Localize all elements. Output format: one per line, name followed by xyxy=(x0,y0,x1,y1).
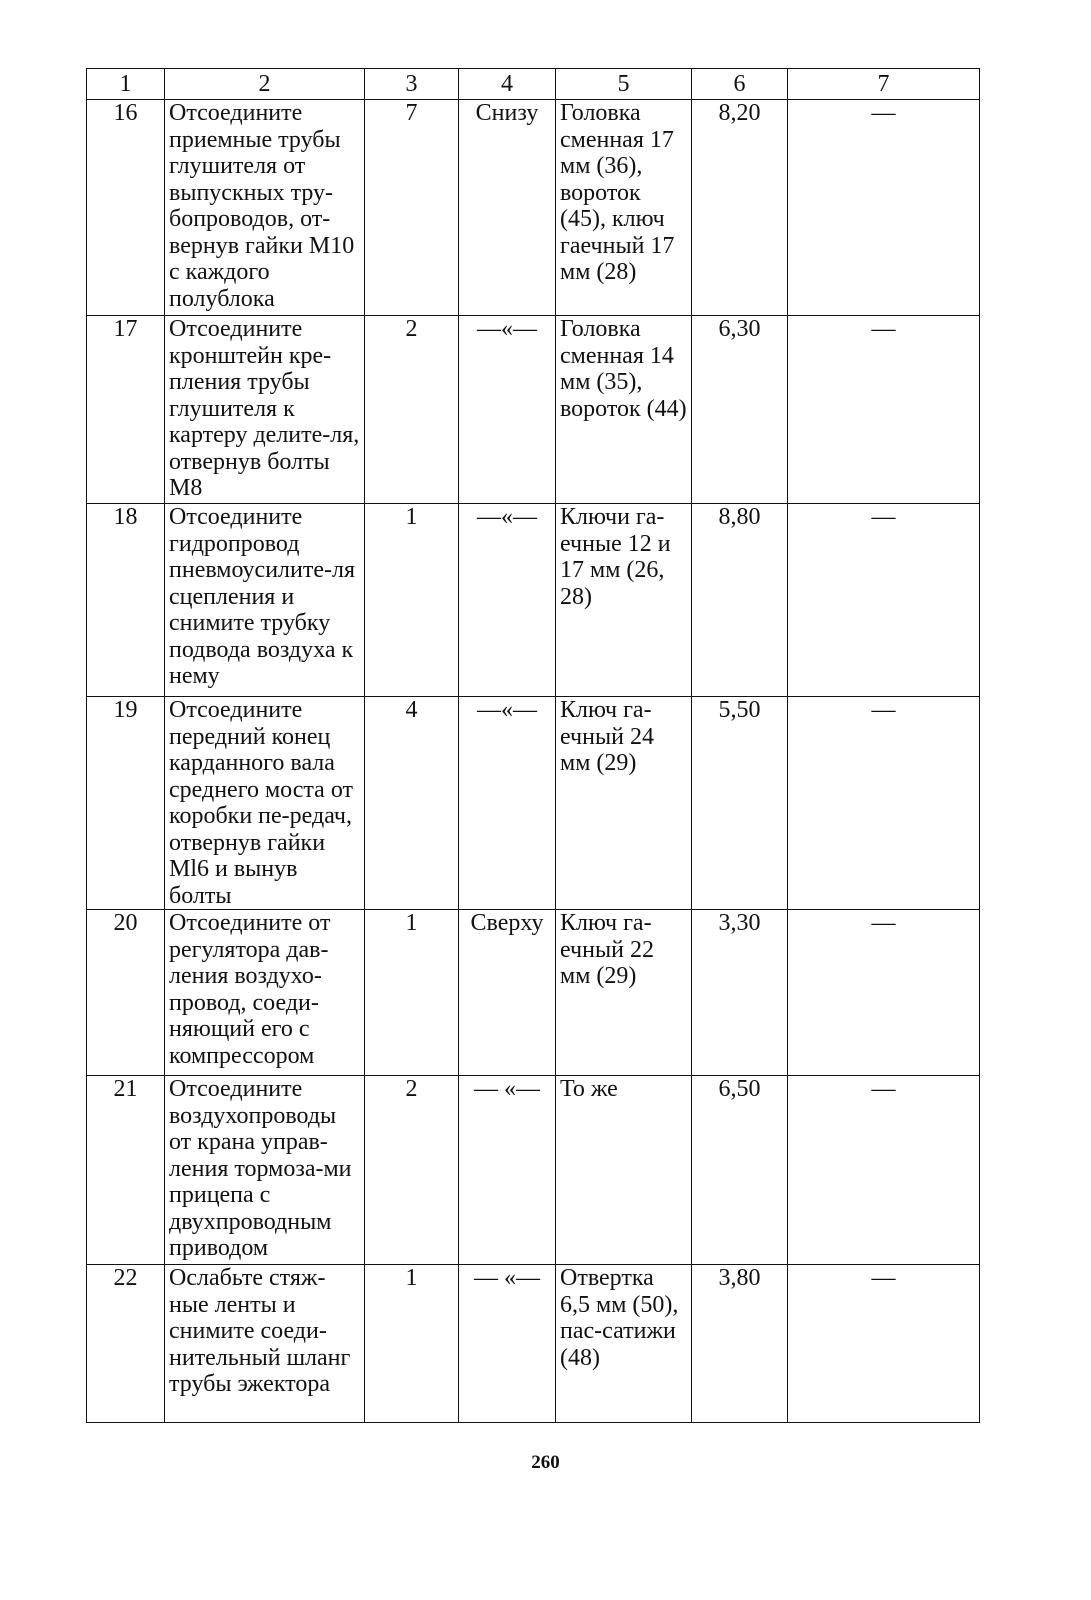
time-cell: 3,80 xyxy=(692,1265,788,1423)
tools-cell: Головка сменная 14 мм (35), вороток (44) xyxy=(556,316,692,504)
access-cell: Сверху xyxy=(459,910,556,1076)
access-cell: — «— xyxy=(459,1265,556,1423)
access-cell: Снизу xyxy=(459,100,556,316)
note-cell: — xyxy=(788,1076,980,1265)
tools-cell: Отвертка 6,5 мм (50), пас-сатижи (48) xyxy=(556,1265,692,1423)
operation-text: Отсоедините от регулятора дав-ления воздухо-провод, соеди-няющий его с компрессором xyxy=(165,910,365,1076)
tools-cell: То же xyxy=(556,1076,692,1265)
note-cell: — xyxy=(788,910,980,1076)
tools-cell: Ключ га-ечный 24 мм (29) xyxy=(556,697,692,910)
tools-cell: Головка сменная 17 мм (36), вороток (45), ключ гаечный 17 мм (28) xyxy=(556,100,692,316)
table-row xyxy=(87,100,980,316)
header-cell-2: 2 xyxy=(165,69,365,100)
time-cell: 5,50 xyxy=(692,697,788,910)
header-cell-7: 7 xyxy=(788,69,980,100)
note-cell: — xyxy=(788,504,980,697)
count-cell: 4 xyxy=(365,697,459,910)
access-cell: —«— xyxy=(459,504,556,697)
time-cell: 8,80 xyxy=(692,504,788,697)
count-cell: 7 xyxy=(365,100,459,316)
row-number: 20 xyxy=(87,910,165,1076)
row-number: 22 xyxy=(87,1265,165,1423)
table-header xyxy=(87,69,980,100)
header-cell-5: 5 xyxy=(556,69,692,100)
count-cell: 1 xyxy=(365,504,459,697)
time-cell: 3,30 xyxy=(692,910,788,1076)
page-number: 260 xyxy=(531,1452,560,1473)
row-number: 21 xyxy=(87,1076,165,1265)
operation-text: Ослабьте стяж-ные ленты и снимите соеди-нительный шланг трубы эжектора xyxy=(165,1265,365,1423)
count-cell: 1 xyxy=(365,1265,459,1423)
operation-text: Отсоедините воздухопроводы от крана управ-ления тормоза-ми прицепа с двухпроводным приводом xyxy=(165,1076,365,1265)
note-cell: — xyxy=(788,1265,980,1423)
operation-text: Отсоедините гидропровод пневмоусилите-ля сцепления и снимите трубку подвода воздуха к нему xyxy=(165,504,365,697)
tools-cell: Ключи га-ечные 12 и 17 мм (26, 28) xyxy=(556,504,692,697)
header-cell-4: 4 xyxy=(459,69,556,100)
access-cell: — «— xyxy=(459,1076,556,1265)
header-row xyxy=(87,69,980,100)
count-cell: 1 xyxy=(365,910,459,1076)
operations-table xyxy=(86,68,980,1423)
access-cell: —«— xyxy=(459,316,556,504)
header-cell-6: 6 xyxy=(692,69,788,100)
note-cell: — xyxy=(788,697,980,910)
row-number: 19 xyxy=(87,697,165,910)
tools-cell: Ключ га-ечный 22 мм (29) xyxy=(556,910,692,1076)
time-cell: 6,50 xyxy=(692,1076,788,1265)
row-number: 18 xyxy=(87,504,165,697)
table-row xyxy=(87,1076,980,1265)
table-row xyxy=(87,697,980,910)
row-number: 16 xyxy=(87,100,165,316)
table-row xyxy=(87,316,980,504)
time-cell: 6,30 xyxy=(692,316,788,504)
operation-text: Отсоедините кронштейн кре-пления трубы глушителя к картеру делите-ля, отвернув болты М8 xyxy=(165,316,365,504)
table-body xyxy=(87,100,980,1423)
operation-text: Отсоедините приемные трубы глушителя от выпускных тру-бопроводов, от-вернув гайки М10 с каждого полублока xyxy=(165,100,365,316)
access-cell: —«— xyxy=(459,697,556,910)
operation-text: Отсоедините передний конец карданного вала среднего моста от коробки пе-редач, отвернув гайки Ml6 и вынув болты xyxy=(165,697,365,910)
count-cell: 2 xyxy=(365,316,459,504)
header-cell-3: 3 xyxy=(365,69,459,100)
table-row xyxy=(87,1265,980,1423)
table-row xyxy=(87,910,980,1076)
row-number: 17 xyxy=(87,316,165,504)
header-cell-1: 1 xyxy=(87,69,165,100)
note-cell: — xyxy=(788,316,980,504)
time-cell: 8,20 xyxy=(692,100,788,316)
table-row xyxy=(87,504,980,697)
note-cell: — xyxy=(788,100,980,316)
count-cell: 2 xyxy=(365,1076,459,1265)
